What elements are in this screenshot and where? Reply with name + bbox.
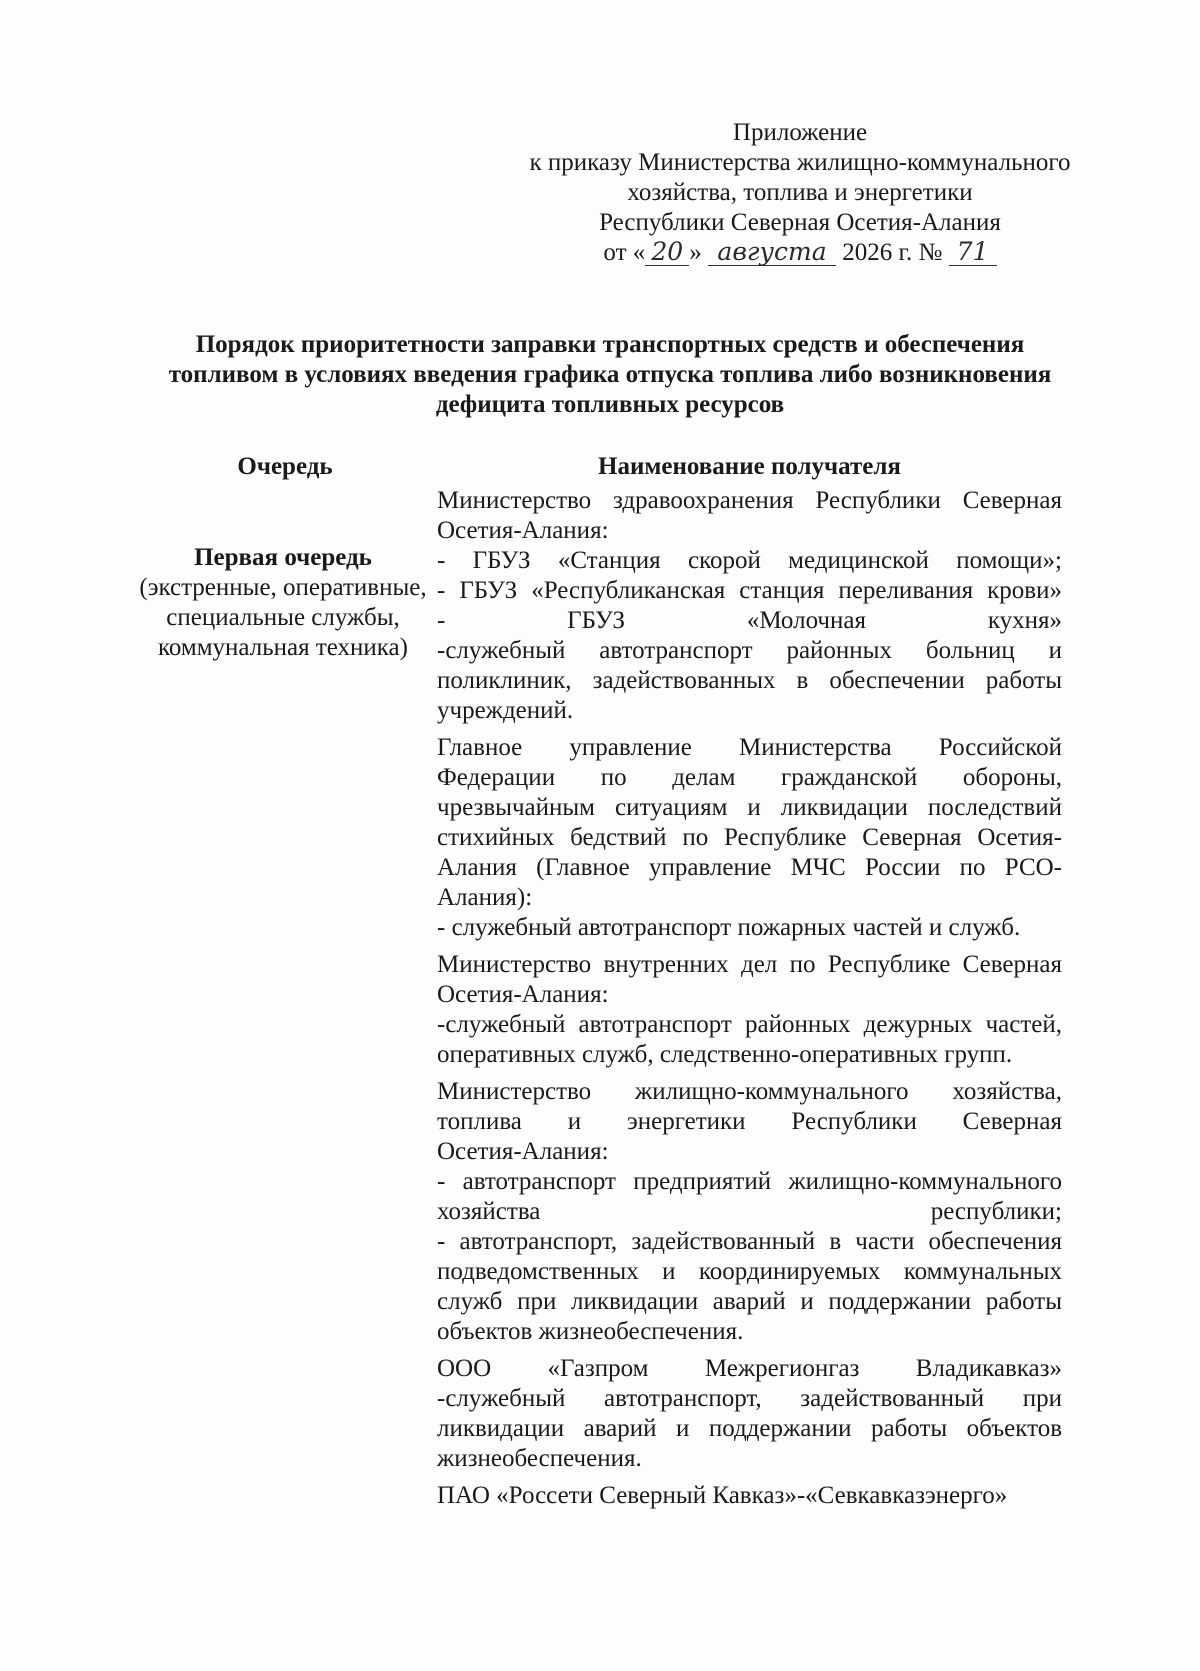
recipient-line: Министерство внутренних дел по Республике Северная bbox=[437, 951, 1062, 978]
recipient-entry bbox=[437, 1077, 1062, 1347]
handwritten-order-number: 71 bbox=[949, 239, 997, 266]
queue-description-line: коммунальная техника) bbox=[158, 634, 408, 661]
recipient-line: чрезвычайным ситуациям и ликвидации последствий bbox=[437, 794, 1062, 821]
date-mid: » bbox=[689, 239, 702, 266]
appendix-republic-line: Республики Северная Осетия-Алания bbox=[599, 209, 1001, 236]
appendix-label: Приложение bbox=[732, 119, 868, 146]
recipient-line: - ГБУЗ «Станция скорой медицинской помощи»; bbox=[437, 547, 1062, 574]
recipient-line: объектов жизнеобеспечения. bbox=[437, 1318, 744, 1345]
recipient-line: хозяйства республики; bbox=[437, 1198, 1062, 1225]
recipient-line: учреждений. bbox=[437, 697, 574, 724]
queue-description-line: специальные службы, bbox=[166, 604, 400, 631]
recipient-line: - ГБУЗ «Молочная кухня» bbox=[437, 607, 1062, 634]
recipient-line: Главное управление Министерства Российской bbox=[437, 734, 1062, 761]
column-header-queue: Очередь bbox=[237, 453, 333, 480]
recipient-entry bbox=[437, 950, 1062, 1070]
recipient-line: -служебный автотранспорт, задействованный при bbox=[437, 1385, 1062, 1412]
handwritten-day: 20 bbox=[645, 239, 689, 266]
recipient-entry bbox=[437, 733, 1062, 943]
recipient-line: Осетия-Алания: bbox=[437, 981, 609, 1008]
recipient-line: -служебный автотранспорт районных дежурных частей, bbox=[437, 1011, 1062, 1038]
recipient-line: Федерации по делам гражданской обороны, bbox=[437, 764, 1062, 791]
title-line: дефицита топливных ресурсов bbox=[435, 391, 785, 418]
recipient-line: Министерство жилищно-коммунального хозяйства, bbox=[437, 1078, 1062, 1105]
recipient-line: -служебный автотранспорт районных больниц и bbox=[437, 637, 1062, 664]
appendix-ministry-line: хозяйства, топлива и энергетики bbox=[627, 179, 973, 206]
recipient-line: жизнеобеспечения. bbox=[437, 1445, 642, 1472]
recipient-line: Алания (Главное управление МЧС России по РСО- bbox=[437, 854, 1062, 881]
queue-description-line: (экстренные, оперативные, bbox=[139, 574, 427, 601]
title-line: Порядок приоритетности заправки транспортных средств и обеспечения bbox=[195, 331, 1025, 358]
title-line: топливом в условиях введения графика отпуска топлива либо возникновения bbox=[168, 361, 1052, 388]
date-year: 2026 г. № bbox=[842, 239, 943, 266]
recipient-line: Осетия-Алания: bbox=[437, 1138, 609, 1165]
document-title bbox=[130, 330, 1090, 420]
appendix-date-line bbox=[430, 238, 1170, 268]
handwritten-month: августа bbox=[708, 239, 836, 266]
queue-cell bbox=[118, 543, 448, 663]
appendix-header bbox=[430, 118, 1170, 268]
recipient-line: - ГБУЗ «Республиканская станция переливания крови» bbox=[437, 577, 1062, 604]
recipient-entry bbox=[437, 486, 1062, 726]
column-header-recipient: Наименование получателя bbox=[598, 453, 901, 480]
recipient-line: служб при ликвидации аварий и поддержании работы bbox=[437, 1288, 1062, 1315]
recipient-line: ПАО «Россети Северный Кавказ»-«Севкавказэнерго» bbox=[437, 1482, 1008, 1509]
recipient-line: ликвидации аварий и поддержании работы объектов bbox=[437, 1415, 1062, 1442]
date-prefix: от « bbox=[603, 239, 646, 266]
recipient-line: топлива и энергетики Республики Северная bbox=[437, 1108, 1062, 1135]
recipient-line: поликлиник, задействованных в обеспечении работы bbox=[437, 667, 1062, 694]
appendix-order-ref: к приказу Министерства жилищно-коммунального bbox=[529, 149, 1071, 176]
recipient-line: - автотранспорт, задействованный в части обеспечения bbox=[437, 1228, 1062, 1255]
recipient-entry bbox=[437, 1354, 1062, 1474]
queue-title: Первая очередь bbox=[194, 544, 372, 571]
recipient-line: оперативных служб, следственно-оперативных групп. bbox=[437, 1041, 1013, 1068]
recipient-line: подведомственных и координируемых коммунальных bbox=[437, 1258, 1062, 1285]
recipient-entry bbox=[437, 1481, 1062, 1511]
recipient-line: ООО «Газпром Межрегионгаз Владикавказ» bbox=[437, 1355, 1062, 1382]
recipient-list bbox=[437, 486, 1062, 1518]
recipient-line: - служебный автотранспорт пожарных частей и служб. bbox=[437, 914, 1021, 941]
recipient-line: Алания): bbox=[437, 884, 533, 911]
recipient-line: - автотранспорт предприятий жилищно-коммунального bbox=[437, 1168, 1062, 1195]
recipient-line: Осетия-Алания: bbox=[437, 517, 609, 544]
recipient-line: Министерство здравоохранения Республики Северная bbox=[437, 487, 1062, 514]
recipient-line: стихийных бедствий по Республике Северная Осетия- bbox=[437, 824, 1062, 851]
